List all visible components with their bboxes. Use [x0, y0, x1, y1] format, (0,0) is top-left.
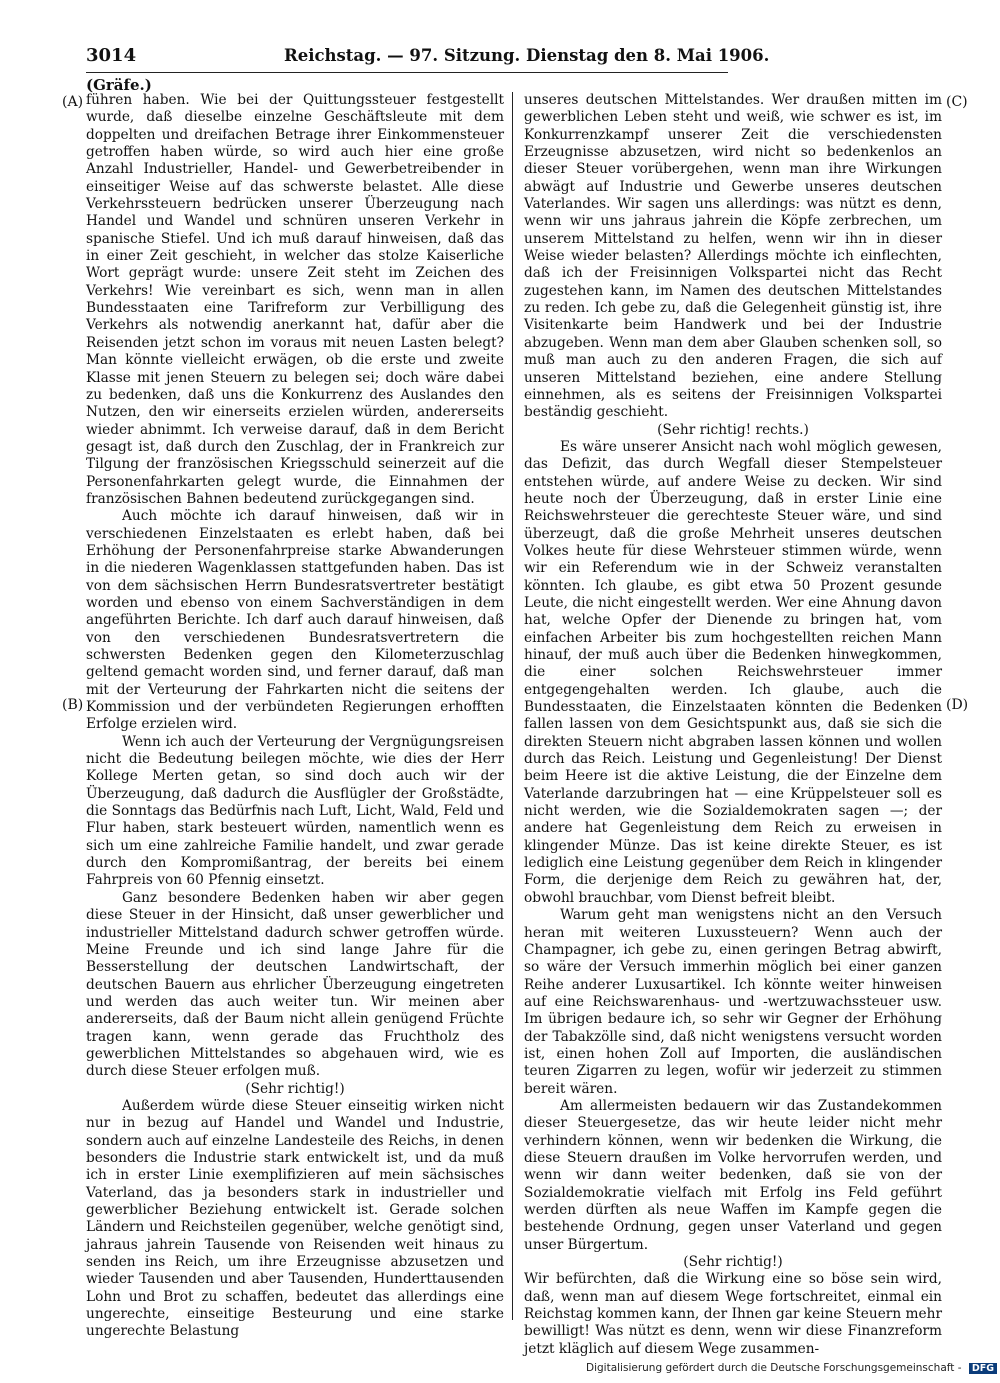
paragraph: Es wäre unserer Ansicht nach wohl möglich gewesen, das Defizit, das durch Wegfall dieser Stempelsteuer entstehen würde, auf andere Weise zu decken. Wir sind heute noch der Überzeugung, daß in erster Linie eine Reichswehrsteuer die gerechteste Steuer wäre, und sind überzeugt, daß die große Mehrheit unseres deutschen Volkes heute für diese Wehrsteuer stimmen würde, wenn wir ein Referendum wie in der Schweiz veranstalten könnten. Ich glaube, es gibt etwa 50 Prozent gesunde Leute, die nicht eingestellt werden. Wer eine Ahnung davon hat, welche Opfer der Dienende zu bringen hat, vom einfachen Arbeiter bis zum hochgestellten reichen Mann hinauf, der muß auch über die Bedenken hinwegkommen, die einer solchen Reichswehrsteuer immer entgegengehalten werden. Ich glaube, auch die Bundesstaaten, die Einzelstaaten könnten die Bedenken fallen lassen von dem Gesichtspunkt aus, daß sie sich die direkten Steuern nicht abgraben lassen können und wollen durch das Reich. Leistung und Gegenleistung! Der Dienst beim Heere ist die aktive Leistung, die der Einzelne dem Vaterlande darzubringen hat — eine Krüppelsteuer soll es nicht werden, wie die Sozialdemokraten sagen —; der andere hat Gegenleistung dem Reich zu erweisen in klingender Münze. Das ist keine direkte Steuer, es ist lediglich eine Leistung gegenüber dem Reich in klingender Form, die derjenige dem Reich zu gewähren hat, der, obwohl brauchbar, vom Dienst befreit bleibt. — [524, 438, 942, 906]
footer-credit — [586, 1362, 997, 1374]
header-rule — [86, 72, 728, 73]
paragraph: führen haben. Wie bei der Quittungssteuer festgestellt wurde, daß dieselbe einzelne Geschäftsleute mit dem doppelten und dreifachen Betrage ihrer Einkommensteuer getroffen haben würde, so wird auch hier eine große Anzahl Industrieller, Handel- und Gewerbetreibender in einseitiger Weise auf das schwerste belastet. Alle diese Verkehrssteuern bedrücken unserer Überzeugung nach Handel und Wandel und schnüren unseren Verkehr in spanische Stiefel. Und ich muß darauf hinweisen, daß das in einer Zeit geschieht, in welcher das stolze Kaiserliche Wort geprägt wurde: unsere Zeit steht im Zeichen des Verkehrs! Wie vereinbart es sich, wenn man in allen Bundesstaaten eine Tarifreform zur Verbilligung des Verkehrs als notwendig anerkannt hat, dafür aber die Reisenden jetzt schon im voraus mit neuen Lasten belegt? Man könnte vielleicht erwägen, ob die erste und zweite Klasse mit jenen Steuern zu belegen sei; doch wäre dabei zu bedenken, daß uns die Konkurrenz des Auslandes den Nutzen, den wir einerseits erzielen würden, andererseits wieder abnimmt. Ich verweise darauf, daß in dem Bericht gesagt ist, daß durch den Zuschlag, der in Frankreich zur Tilgung der französischen Kriegsschuld seinerzeit auf die Personenfahrkarten gelegt wurde, die Einnahmen der französischen Bahnen bedeutend zurückgegangen sind. — [86, 92, 504, 507]
page-header — [86, 45, 770, 69]
paragraph: Auch möchte ich darauf hinweisen, daß wir in verschiedenen Einzelstaaten es erlebt haben, daß bei Erhöhung der Personenfahrpreise starke Abwanderungen in die niederen Wagenklassen stattgefunden haben. Das ist von dem sächsischen Herrn Bundesratsvertreter bestätigt worden und ebenso von einem Sachverständigen in dem angeführten Berichte. Ich darf auch darauf hinweisen, daß von den verschiedenen Bundesratsvertretern die schwersten Bedenken gegen den Kilometerzuschlag geltend gemacht worden sind, und ferner darauf, daß man mit der Verteurung der Fahrkarten nicht die seitens der Kommission und der verbündeten Regierungen erhofften Erfolge erzielen wird. — [86, 508, 504, 733]
interjection: (Sehr richtig!) — [683, 1254, 783, 1271]
dfg-logo: DFG — [969, 1363, 997, 1374]
running-title: Reichstag. — 97. Sitzung. Dienstag den 8. Mai 1906. — [284, 46, 770, 65]
paragraph: Warum geht man wenigstens nicht an den Versuch heran mit weiteren Luxussteuern? Wenn auch der Champagner, ich gebe zu, einen geringen Betrag abwirft, so wäre der Versuch immerhin möglich bei einer ganzen Reihe anderer Luxusartikel. Ich könnte weiter hinweisen auf eine Reichswarenhaus- und -wertzuwachssteuer usw. Im übrigen bedaure ich, so sehr wir Gegner der Erhöhung der Tabakzölle sind, daß nicht wenigstens versucht worden ist, einen hohen Zoll auf Importen, die ausländischen teuren Zigarren zu legen, wofür wir jederzeit zu stimmen bereit wären. — [524, 907, 942, 1097]
left-column — [86, 92, 504, 1340]
speaker-name: (Gräfe.) — [86, 76, 152, 94]
paragraph: Außerdem würde diese Steuer einseitig wirken nicht nur in bezug auf Handel und Wandel und Industrie, sondern auch auf einzelne Landesteile des Reichs, in denen besonders die Industrie stark entwickelt ist, und da muß ich in erster Linie exemplifizieren auf mein sächsisches Vaterland, das ja besonders stark in industrieller und gewerblicher Beziehung entwickelt ist. Gerade solchen Ländern und Reichsteilen gegenüber, welche genötigt sind, jahraus jahrein Tausende von Reisenden weit hinaus zu senden ins Reich, um ihre Erzeugnisse abzusetzen und wieder Tausenden und aber Tausenden, Hunderttausenden Lohn und Brot zu schaffen, bedeutet das allerdings eine ungerechte, einseitige Besteurung und eine starke ungerechte Belastung — [86, 1097, 504, 1340]
paragraph: Ganz besondere Bedenken haben wir aber gegen diese Steuer in der Hinsicht, daß unser gewerblicher und industrieller Mittelstand dadurch schwer getroffen würde. Meine Freunde und ich sind lange Jahre für die Besserstellung der deutschen Landwirtschaft, der deutschen Bauern aus ehrlicher Überzeugung eingetreten und werden das auch weiter tun. Wir meinen aber andererseits, daß der Baum nicht allein genügend Früchte tragen kann, wenn gerade das Fruchtholz des gewerblichen Mittelstandes so abgehauen wird, wie es durch diese Steuer erfolgen muß. — [86, 889, 504, 1080]
page-number: 3014 — [86, 45, 137, 66]
margin-marker-c: (C) — [946, 94, 968, 110]
margin-marker-b: (B) — [62, 697, 84, 713]
paragraph: Am allermeisten bedauern wir das Zustandekommen dieser Steuergesetze, das wir heute leider nicht mehr verhindern können, wenn wir bedenken die Wirkung, die diese Steuern draußen im Volke hervorrufen werden, und wenn wir dann weiter bedenken, daß sie von der Sozialdemokratie vielfach mit Erfolg ins Feld geführt werden dürften als neue Waffen im Kampfe gegen die bestehende Ordnung, gegen unser Vaterland und gegen unser Bürgertum. — [524, 1097, 942, 1253]
interjection: (Sehr richtig!) — [245, 1080, 345, 1097]
footer-text: Digitalisierung gefördert durch die Deutsche Forschungsgemeinschaft - — [586, 1362, 962, 1374]
paragraph: Wir befürchten, daß die Wirkung eine so böse sein wird, daß, wenn man auf diesem Wege fortschreitet, einmal ein Reichstag kommen kann, der Ihnen gar keine Steuern mehr bewilligt! Was nützt es denn, wenn wir diese Finanzreform jetzt kläglich auf diesem Wege zusammen- — [524, 1271, 942, 1357]
column-divider — [512, 92, 513, 1320]
margin-marker-a: (A) — [62, 94, 84, 110]
margin-marker-d: (D) — [946, 697, 969, 713]
paragraph: Wenn ich auch der Verteurung der Vergnügungsreisen nicht die Bedeutung beilegen möchte, wie dies der Herr Kollege Merten getan, so sind doch auch wir der Überzeugung, daß dadurch die Ausflügler der Großstädte, die Sonntags das Bedürfnis nach Luft, Licht, Wald, Feld und Flur haben, stark besteuert würden, namentlich wenn es sich um eine zahlreiche Familie handelt, und zwar gerade durch den Kompromißantrag, der bereits bei einem Fahrpreis von 60 Pfennig einsetzt. — [86, 733, 504, 889]
interjection: (Sehr richtig! rechts.) — [657, 421, 809, 438]
paragraph: unseres deutschen Mittelstandes. Wer draußen mitten im gewerblichen Leben steht und weiß, wie schwer es ist, im Konkurrenzkampf unserer Zeit die verschiedensten Erzeugnisse abzusetzen, wird nicht so bedenkenlos an dieser Steuer vorübergehen, wenn man ihre Wirkungen abwägt auf Industrie und Gewerbe unseres deutschen Vaterlandes. Wir sagen uns allerdings: was nützt es denn, wenn wir uns jahraus jahrein die Köpfe zerbrechen, um unserem Mittelstand zu helfen, wenn wir ihn in dieser Weise wieder belasten? Allerdings möchte ich einflechten, daß ich der Freisinnigen Volkspartei nicht das Recht zugestehen kann, im Namen des deutschen Mittelstandes zu reden. Ich gebe zu, daß die Gelegenheit günstig ist, ihre Visitenkarte beim Handwerk und bei der Industrie abzugeben. Wenn man dem aber Glauben schenken soll, so muß man auch zu den anderen Fragen, die sich auf unseren Mittelstand beziehen, eine andere Stellung einnehmen, als es seitens der Freisinnigen Volkspartei beständig geschieht. — [524, 92, 942, 421]
right-column — [524, 92, 942, 1357]
